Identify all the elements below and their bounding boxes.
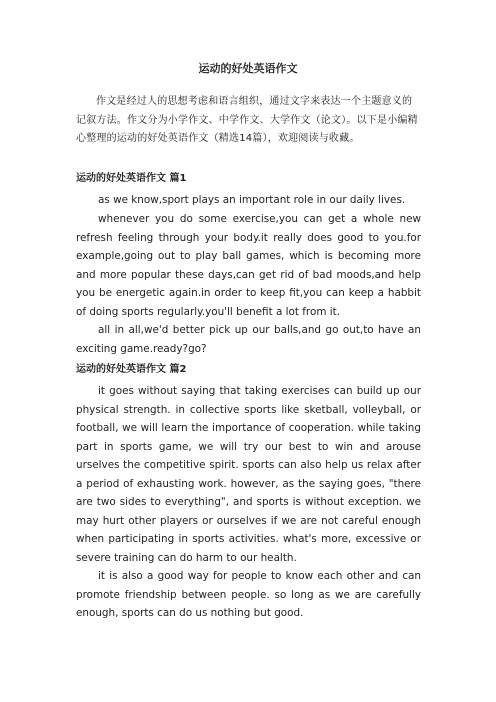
document-title: 运动的好处英语作文 [198, 62, 298, 75]
essay-2-paragraph-1: it goes without saying that taking exercises can build up our physical strength. in collective sports like sketball, volleyball, or football, we will learn the importance of cooperation. while taking part in sports game, we will try our best to win and arouse urselves the competitive spirit. sports can also help us relax after a period of exhausting work. however, as the saying goes, "there are two sides to everything", and sports is without exception. we may hurt other players or ourselves if we are not careful enough when participating in sports activities. what's more, excessive or severe training can do harm to our health. [76, 385, 421, 564]
essay-1-heading: 运动的好处英语作文 篇1 [76, 173, 187, 184]
essay-1-paragraph-3: all in all,we'd better pick up our balls,and go out,to have an exciting game.ready?go? [76, 324, 421, 355]
essay-2-paragraph-2: it is also a good way for people to know each other and can promote friendship between people. so long as we are carefully enough, sports can do us nothing but good. [76, 570, 421, 619]
essay-2-heading: 运动的好处英语作文 篇2 [76, 364, 187, 375]
intro-paragraph: 作文是经过人的思想考虑和语言组织，通过文字来表达一个主题意义的记叙方法。作文分为小学作文、中学作文、大学作文（论文）。以下是小编精心整理的运动的好处英语作文（精选14篇），欢迎阅读与收藏。 [76, 96, 418, 144]
essay-1-paragraph-2: whenever you do some exercise,you can get a whole new refresh feeling through your body.it really does good to you.for example,going out to play ball games, which is becoming more and more popular these days,can get rid of bad moods,and help you be energetic again.in order to keep fit,you can keep a habbit of doing sports regularly.you'll benefit a lot from it. [76, 213, 421, 318]
essay-1-paragraph-1: as we know,sport plays an important role in our daily lives. [98, 194, 406, 206]
